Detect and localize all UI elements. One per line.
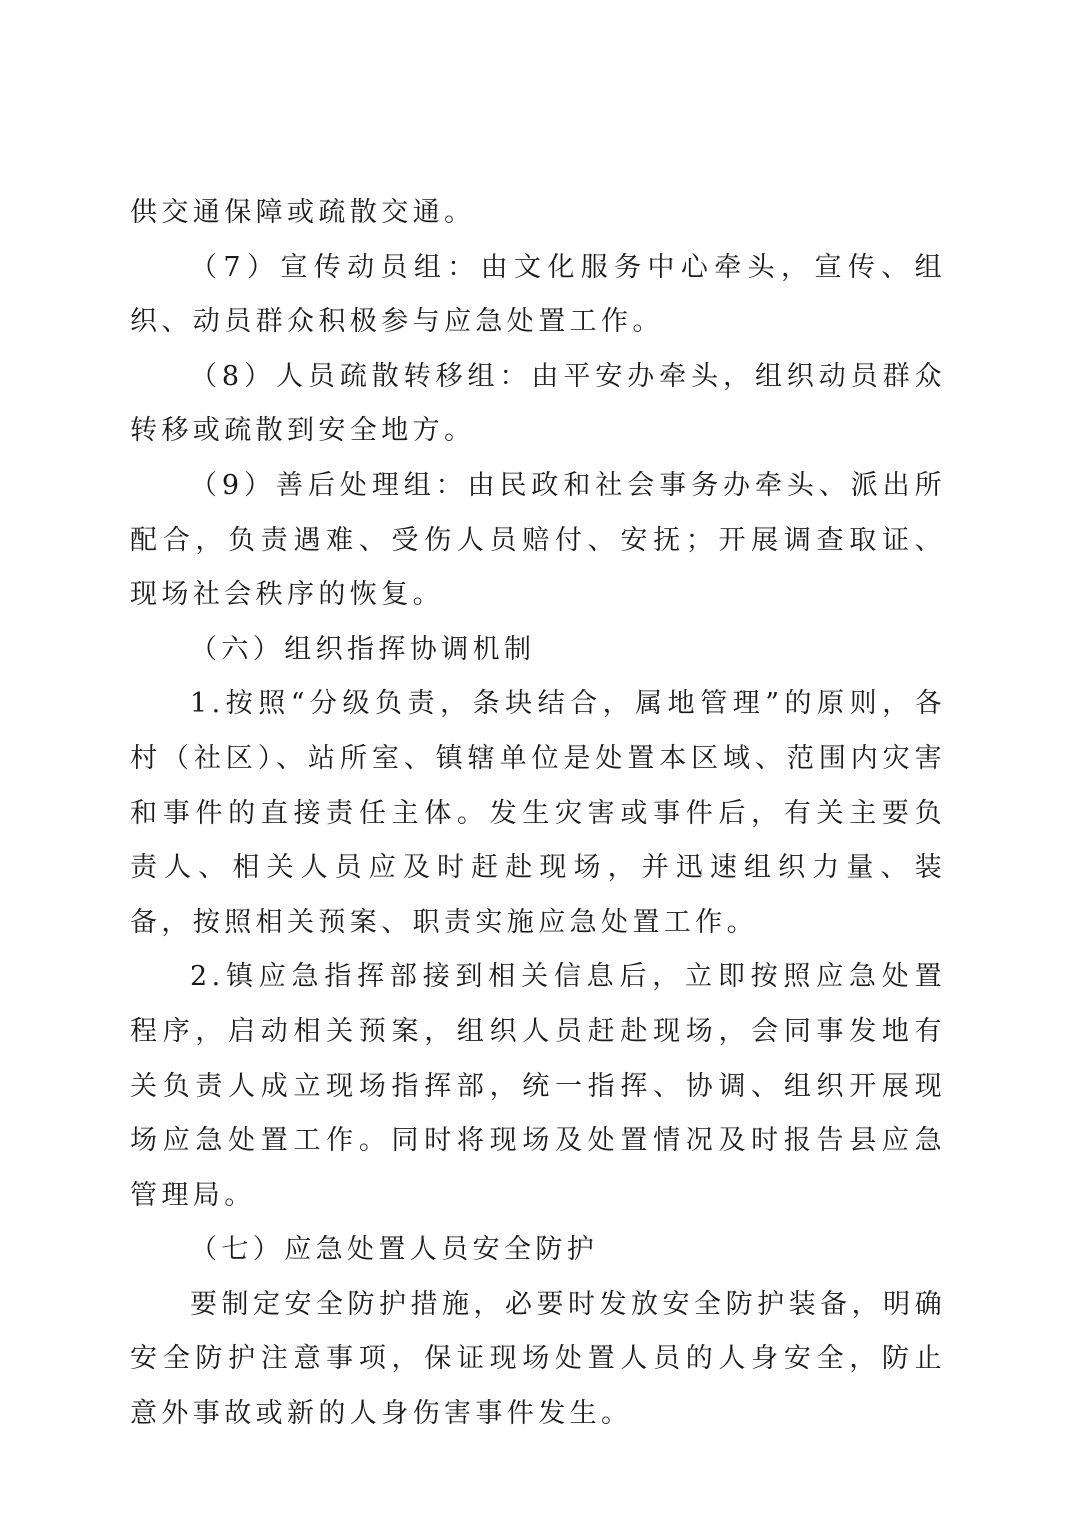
paragraph-publicity-group: （7）宣传动员组：由文化服务中心牵头，宣传、组织、动员群众积极参与应急处置工作。 — [130, 251, 946, 338]
paragraph-command-procedure: 2.镇应急指挥部接到相关信息后，立即按照应急处置程序，启动相关预案，组织人员赶赴现场，会同事发地有关负责人成立现场指挥部，统一指挥、协调、组织开展现场应急处置工作。同时将现场及处置情况及时报告县应急管理局。 — [130, 961, 946, 1211]
section-heading-command-mechanism: （六）组织指挥协调机制 — [190, 633, 536, 665]
paragraph-evacuation-group: （8）人员疏散转移组：由平安办牵头，组织动员群众转移或疏散到安全地方。 — [130, 360, 946, 447]
paragraph-command-principle: 1.按照“分级负责，条块结合，属地管理”的原则，各村（社区）、站所室、镇辖单位是处置本区域、范围内灾害和事件的直接责任主体。发生灾害或事件后，有关主要负责人、相关人员应及时赶赴现场，并迅速组织力量、装备，按照相关预案、职责实施应急处置工作。 — [130, 688, 946, 938]
section-heading-safety-protection: （七）应急处置人员安全防护 — [190, 1234, 599, 1266]
paragraph-aftermath-group: （9）善后处理组：由民政和社会事务办牵头、派出所配合，负责遇难、受伤人员赔付、安抚；开展调查取证、现场社会秩序的恢复。 — [130, 469, 946, 611]
paragraph-safety-measures: 要制定安全防护措施，必要时发放安全防护装备，明确安全防护注意事项，保证现场处置人员的人身安全，防止意外事故或新的人身伤害事件发生。 — [130, 1288, 946, 1430]
paragraph-continuation: 供交通保障或疏散交通。 — [130, 197, 476, 228]
document-body — [130, 186, 946, 1442]
